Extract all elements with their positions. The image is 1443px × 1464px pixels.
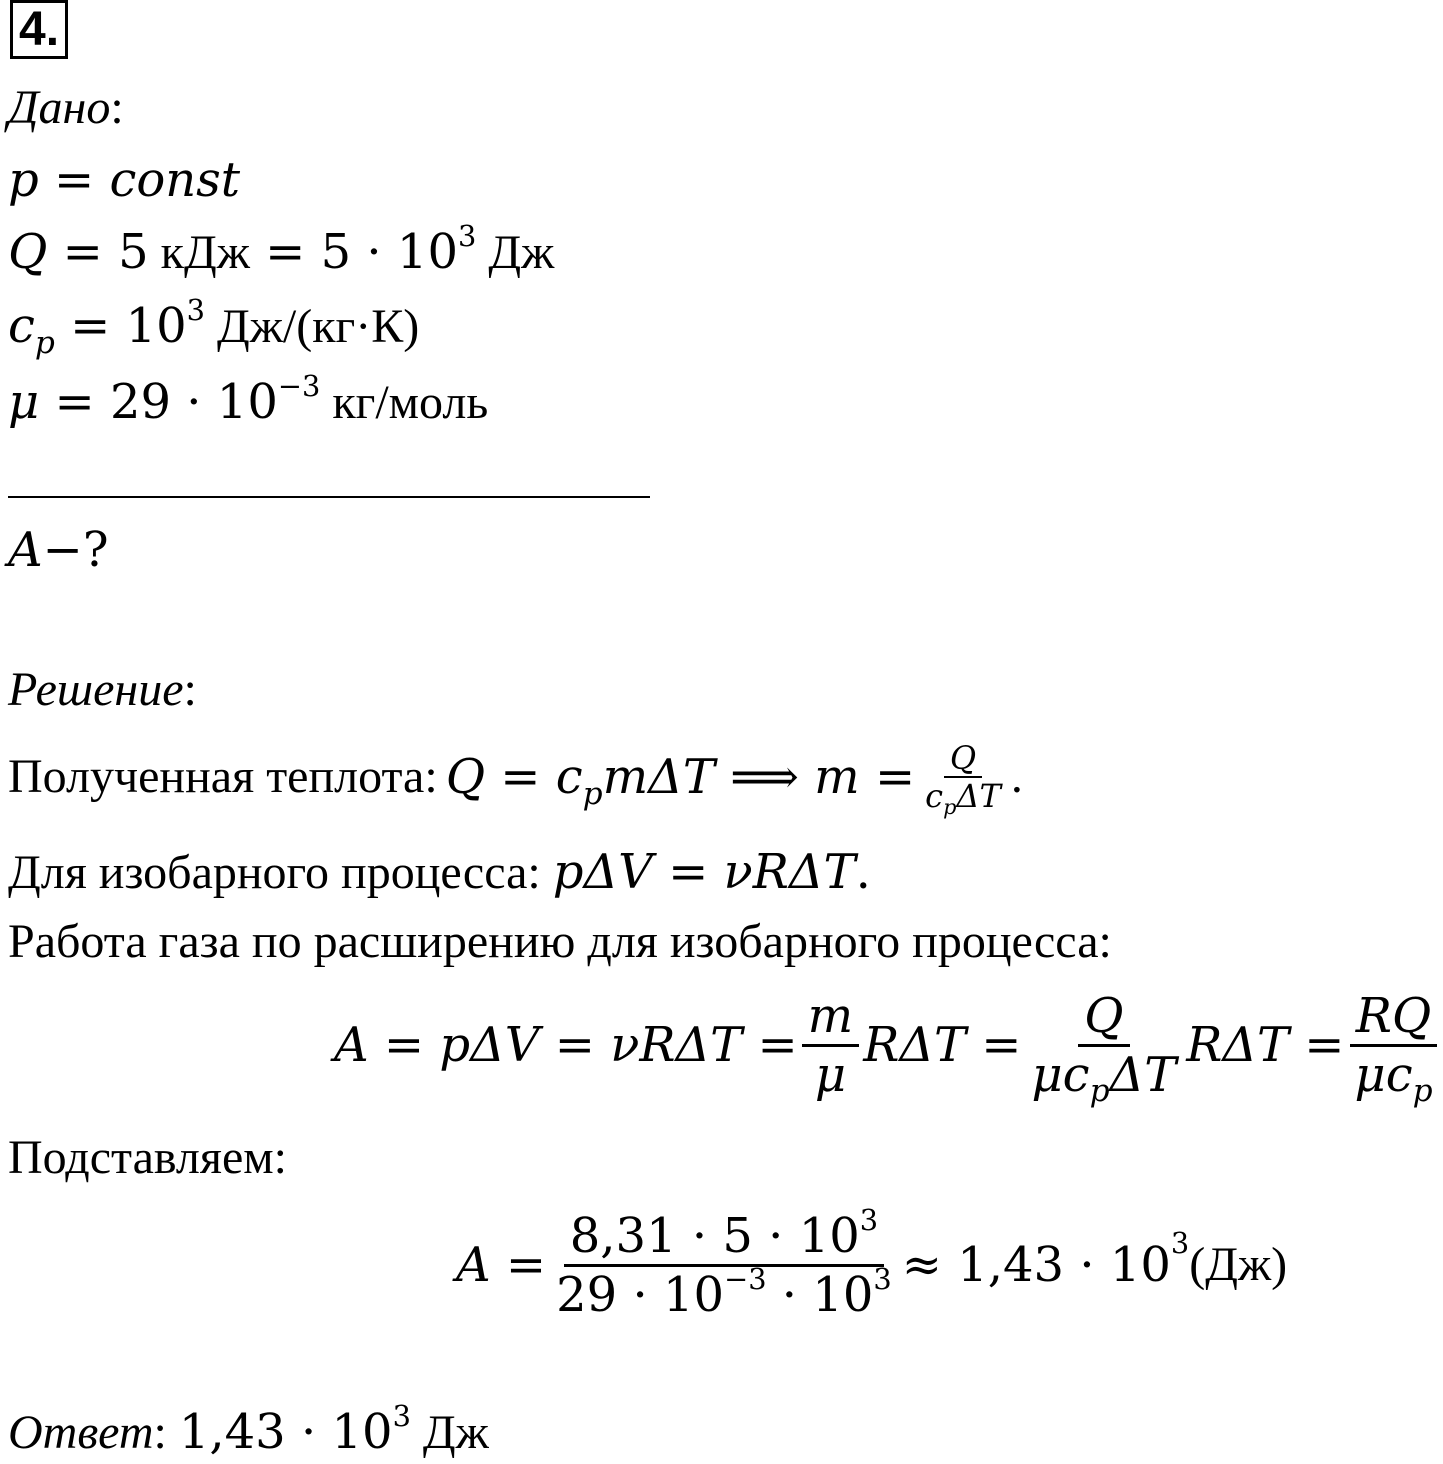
calc-fraction: $\frac{8,31 \cdot 5 \cdot 10^3}{29 \cdot 10^{-3} \cdot 10^3}$ — [556, 1202, 892, 1323]
work-formula: A = pΔV = νRΔT = $\frac{m}{\mu}$ RΔT = $\frac{Q}{\mu c_p\Delta T}$ RΔT = $\frac{RQ}{\mu c_p}$ — [334, 990, 1443, 1100]
heat-value-j: 5 · 10 — [320, 224, 458, 280]
work-label: Работа газа по расширению для изобарного процесса: — [8, 915, 1112, 968]
problem-number: 4. — [10, 6, 68, 54]
find-symbol: A — [8, 522, 43, 578]
isobaric-line: Для изобарного процесса: pΔV = νRΔT. — [8, 844, 871, 900]
given-colon: : — [110, 81, 124, 134]
heat-equation-line: Полученная теплота: $Q = c_pm\Delta T$ ⟹ m = $\frac{Q}{c_p\Delta T}$ . — [8, 739, 1023, 820]
fraction-rq-over-mucp: $\frac{RQ}{\mu c_p}$ — [1349, 992, 1439, 1099]
find-line: A−? — [8, 522, 109, 578]
given-cp: $c_p = 10^3$ Дж/(кг·К) — [8, 293, 420, 361]
answer-heading: Ответ — [8, 1406, 154, 1459]
pressure-value: const — [109, 152, 241, 208]
mass-fraction: $\frac{Q}{c_p\Delta T}$ — [925, 739, 1001, 820]
calculation-formula: A = $\frac{8,31 \cdot 5 \cdot 10^3}{29 \cdot 10^{-3} \cdot 10^3}$ ≈ 1,43 · 10 $^3$ (Дж) — [456, 1202, 1288, 1323]
calc-result: ≈ 1,43 · 10 — [901, 1237, 1171, 1293]
isobaric-formula: pΔV = νRΔT — [552, 844, 856, 900]
solution-heading-text: Решение — [8, 663, 184, 716]
heat-value-kj: 5 — [118, 224, 149, 280]
mu-symbol: μ — [8, 374, 40, 430]
cp-value: 10 — [125, 298, 187, 354]
answer-line: Ответ: $1,43 \cdot 10^3$ Дж — [8, 1399, 489, 1460]
cp-symbol: c — [8, 298, 35, 354]
given-mu: $\mu = 29 \cdot 10^{-3}$ кг/моль — [8, 369, 489, 430]
heat-symbol: Q — [8, 224, 48, 280]
given-pressure: p = const — [8, 152, 241, 208]
given-heat: Q = 5 кДж = $5 \cdot 10^3$ Дж — [8, 219, 555, 280]
given-heading-text: Дано — [8, 81, 111, 134]
mu-value: 29 · 10 — [109, 374, 278, 430]
answer-value: 1,43 · 10 — [178, 1404, 393, 1460]
fraction-q-over-mucpdt: $\frac{Q}{\mu c_p\Delta T}$ — [1031, 987, 1177, 1110]
fraction-m-over-mu: $\frac{m}{\mu}$ — [802, 992, 860, 1099]
isobaric-label: Для изобарного процесса: — [8, 846, 553, 899]
solution-heading: Решение: — [8, 663, 197, 716]
pressure-symbol: p — [8, 152, 39, 208]
substitute-label: Подставляем: — [8, 1131, 287, 1184]
calc-lhs: A = — [456, 1237, 547, 1293]
heat-line-label: Полученная теплота: — [8, 750, 438, 803]
work-formula-lhs: A = pΔV = νRΔT = — [334, 1017, 798, 1073]
given-divider — [8, 496, 650, 498]
given-heading — [8, 81, 124, 134]
